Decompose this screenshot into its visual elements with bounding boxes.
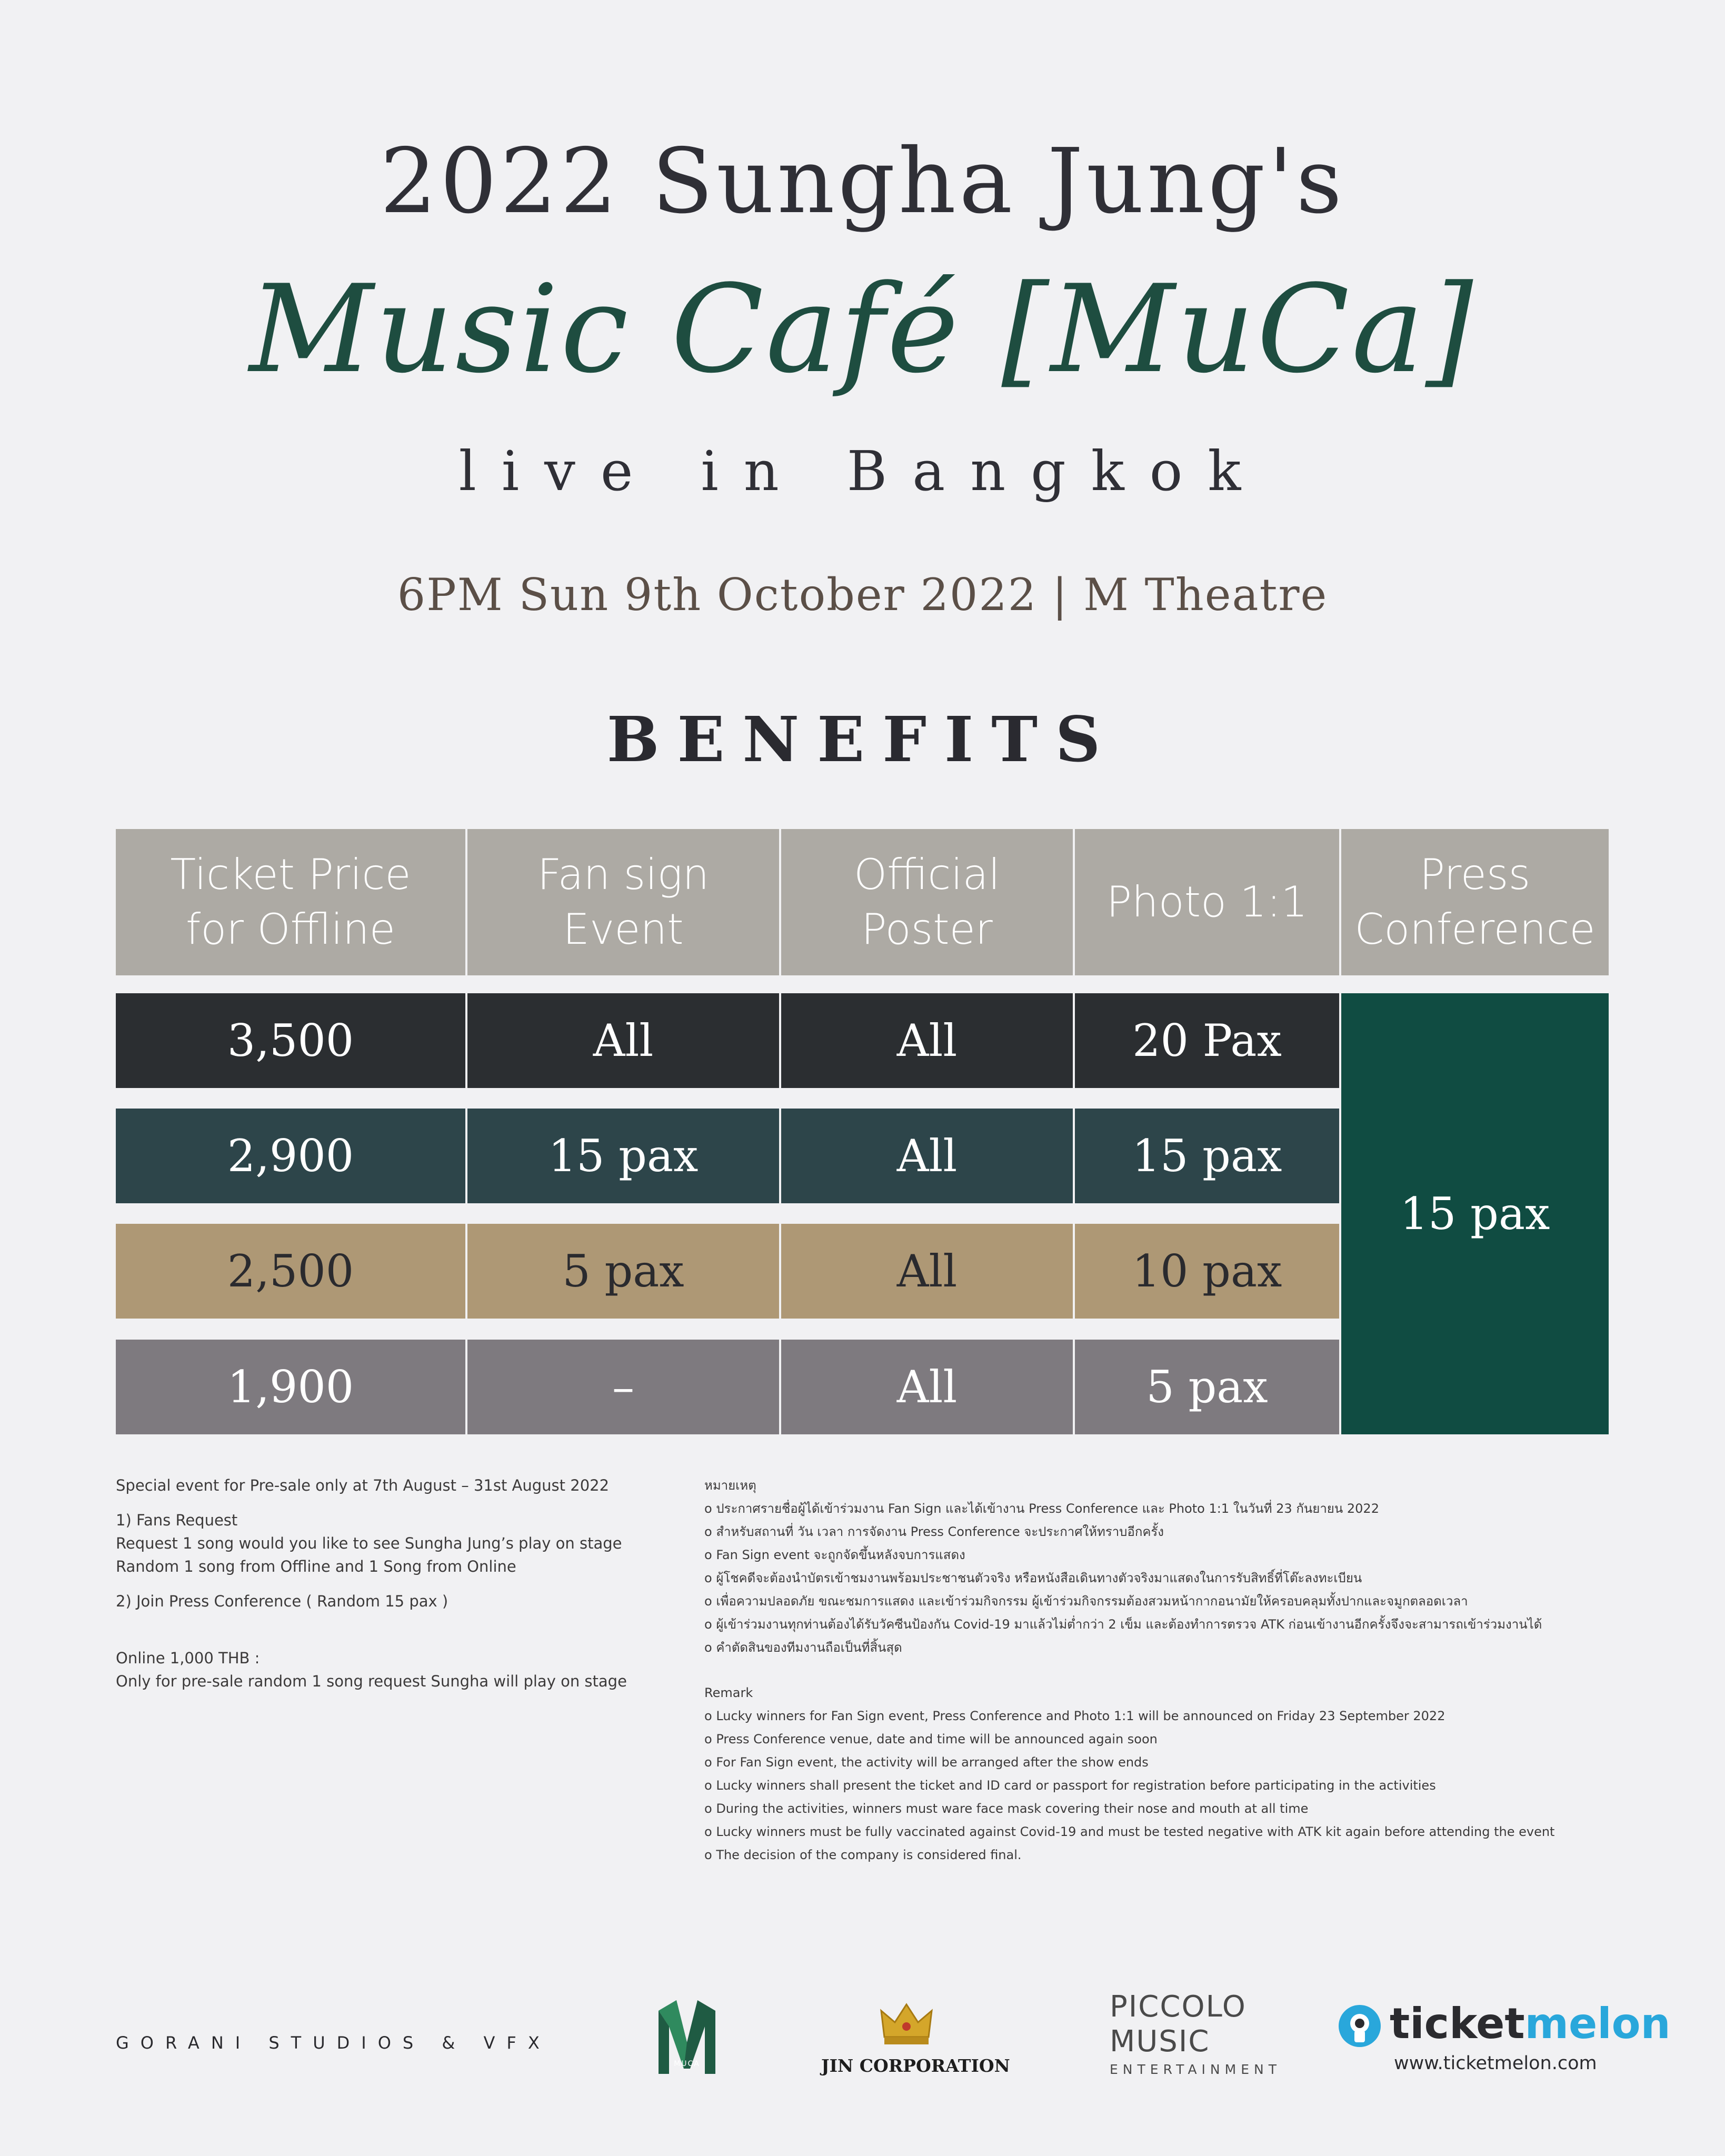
thai-note-item: o ผู้เข้าร่วมงานทุกท่านต้องได้รับวัคซีนป้องกัน Covid-19 มาแล้วไม่ต่ำกว่า 2 เข็ม และต้องทำการตรวจ ATK ก่อนเข้างานอีกครั้งจึงจะสามารถเข้าร่วมงานได้ xyxy=(704,1617,1542,1632)
ticketmelon-logo xyxy=(1337,2000,1671,2079)
remark-item: o For Fan Sign event, the activity will be arranged after the show ends xyxy=(704,1755,1149,1770)
remark-title: Remark xyxy=(704,1685,753,1700)
online-desc-note: Only for pre-sale random 1 song request Sungha will play on stage xyxy=(116,1672,627,1690)
thai-note-item: o สำหรับสถานที่ วัน เวลา การจัดงาน Press Conference จะประกาศให้ทราบอีกครั้ง xyxy=(704,1524,1164,1539)
remark-item: o Lucky winners must be fully vaccinated against Covid-19 and must be tested negative with ATK kit again before attending the event xyxy=(704,1824,1555,1839)
online-price-note: Online 1,000 THB : xyxy=(116,1649,260,1667)
cell-fan-sign: 15 pax xyxy=(467,1109,779,1203)
event-title: 2022 Sungha Jung's xyxy=(380,129,1345,234)
subtitle: live in Bangkok xyxy=(458,439,1267,503)
thai-note-item: o ประกาศรายชื่อผู้ได้เข้าร่วมงาน Fan Sign และได้เข้างาน Press Conference และ Photo 1:1 ในวันที่ 23 กันยายน 2022 xyxy=(704,1501,1379,1516)
remark-item: o During the activities, winners must ware face mask covering their nose and mouth at all time xyxy=(704,1801,1309,1816)
cell-photo: 5 pax xyxy=(1075,1340,1339,1434)
thai-note-item: o Fan Sign event จะถูกจัดขึ้นหลังจบการแสดง xyxy=(704,1548,965,1562)
benefits-heading: BENEFITS xyxy=(606,703,1119,776)
cell-poster: All xyxy=(781,993,1073,1088)
cell-poster: All xyxy=(781,1224,1073,1319)
header-photo: Photo 1:1 xyxy=(1075,829,1339,975)
muca-logo xyxy=(655,1995,719,2079)
muca-logo-text: MUCA xyxy=(674,2060,700,2068)
thai-notes-title: หมายเหตุ xyxy=(704,1478,756,1493)
cell-price: 3,500 xyxy=(116,993,465,1088)
cell-press-conference: 15 pax xyxy=(1341,993,1609,1434)
date-venue: 6PM Sun 9th October 2022 | M Theatre xyxy=(397,569,1328,621)
header-fan-sign: Fan sign Event xyxy=(467,829,779,975)
crown-icon xyxy=(880,2000,933,2048)
piccolo-line: MUSIC xyxy=(1110,2024,1210,2059)
script-title-text: Music Café [MuCa] xyxy=(249,261,1475,400)
remark-item: o Lucky winners for Fan Sign event, Press Conference and Photo 1:1 will be announced on Friday 23 September 2022 xyxy=(704,1709,1445,1723)
script-title xyxy=(0,261,1725,418)
ticketmelon-wordmark xyxy=(1337,2000,1671,2048)
fans-request-line: Request 1 song would you like to see Sungha Jung’s play on stage xyxy=(116,1534,622,1552)
header-press-conference: Press Conference xyxy=(1341,829,1609,975)
header-ticket-price: Ticket Price for Offline xyxy=(116,829,465,975)
benefits-table xyxy=(116,829,1609,1434)
cell-photo: 15 pax xyxy=(1075,1109,1339,1203)
muca-logo-mark xyxy=(655,1995,719,2079)
ticketmelon-ticket: ticket xyxy=(1390,1999,1525,2048)
jin-corporation-logo: JIN CORPORATION xyxy=(821,2055,1010,2076)
cell-photo: 10 pax xyxy=(1075,1224,1339,1319)
cell-poster: All xyxy=(781,1340,1073,1434)
cell-price: 2,500 xyxy=(116,1224,465,1319)
piccolo-line: ENTERTAINMENT xyxy=(1110,2062,1281,2077)
thai-note-item: o ผู้โชคดีจะต้องนำบัตรเข้าชมงานพร้อมประชาชนตัวจริง หรือหนังสือเดินทางตัวจริงมาแสดงในการรับสิทธิ์ที่โต๊ะลงทะเบียน xyxy=(704,1571,1362,1585)
thai-note-item: o เพื่อความปลอดภัย ขณะชมการแสดง และเข้าร่วมกิจกรรม ผู้เข้าร่วมกิจกรรมต้องสวมหน้ากากอนามัยให้ครอบคลุมทั้งปากและจมูกตลอดเวลา xyxy=(704,1594,1468,1609)
ticketmelon-icon xyxy=(1337,2003,1382,2049)
cell-fan-sign: All xyxy=(467,993,779,1088)
gorani-logo: GORANI STUDIOS & VFX xyxy=(116,2033,551,2053)
fans-request-line: Random 1 song from Offline and 1 Song from Online xyxy=(116,1558,516,1575)
cell-poster: All xyxy=(781,1109,1073,1203)
script-title-graphic xyxy=(0,261,1725,418)
press-join-note: 2) Join Press Conference ( Random 15 pax ) xyxy=(116,1592,448,1610)
cell-price: 1,900 xyxy=(116,1340,465,1434)
remark-item: o Lucky winners shall present the ticket and ID card or passport for registration before participating in the activities xyxy=(704,1778,1436,1793)
remark-item: o Press Conference venue, date and time will be announced again soon xyxy=(704,1732,1158,1746)
piccolo-music-logo xyxy=(1110,1990,1281,2080)
cell-fan-sign: – xyxy=(467,1340,779,1434)
cell-fan-sign: 5 pax xyxy=(467,1224,779,1319)
special-event-note: Special event for Pre-sale only at 7th August – 31st August 2022 xyxy=(116,1476,610,1494)
cell-price: 2,900 xyxy=(116,1109,465,1203)
header-official-poster: Official Poster xyxy=(781,829,1073,975)
cell-photo: 20 Pax xyxy=(1075,993,1339,1088)
remark-item: o The decision of the company is considered final. xyxy=(704,1848,1022,1862)
ticketmelon-melon: melon xyxy=(1524,1999,1671,2048)
ticketmelon-url[interactable]: www.ticketmelon.com xyxy=(1394,2053,1597,2074)
thai-note-item: o คำตัดสินของทีมงานถือเป็นที่สิ้นสุด xyxy=(704,1640,902,1655)
fans-request-title: 1) Fans Request xyxy=(116,1511,238,1529)
piccolo-line: PICCOLO xyxy=(1110,1990,1247,2024)
